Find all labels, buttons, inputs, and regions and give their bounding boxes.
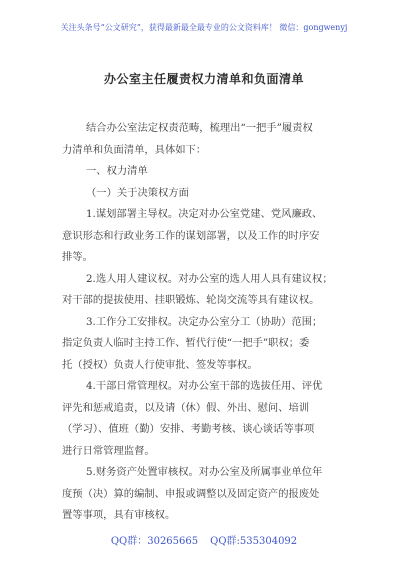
intro-paragraph [62,118,362,161]
item-line: 置等事项，具有审核权。 [62,509,176,521]
item-line: 4.干部日常管理权。对办公室干部的选拔任用、评优 [86,380,323,392]
item-line: 对干部的提拔使用、挂职锻炼、轮岗交流等具有建议权。 [62,294,320,306]
item-line: 5.财务资产处置审核权。对办公室及所属事业单位年 [86,466,323,478]
section-heading: 一、权力清单 [86,165,148,177]
item-line: 进行日常管理监督。 [62,444,155,457]
list-item [62,312,362,377]
document-title: 办公室主任履责权力清单和负面清单 [103,72,304,86]
document-body [62,118,362,527]
qq-group-1: QQ群：30265665 [110,536,199,547]
intro-line: 结合办公室法定权责范畴，梳理出“一把手”履责权 [86,122,313,134]
item-line: 1.谋划部署主导权。决定对办公室党建、党风廉政、 [86,208,323,220]
item-line: 度预（决）算的编制、申报或调整以及固定资产的报废处 [62,487,320,500]
item-line: 指定负责人临时主持工作、暂代行使“一把手”职权；委 [62,337,310,349]
item-line: 评先和惩戒追责，以及请（休）假、外出、慰问、培训 [62,401,310,414]
item-line: 意识形态和行政业务工作的谋划部署，以及工作的时序安 [62,229,320,242]
item-line: 排等。 [62,251,93,263]
list-item [62,462,362,527]
item-line: 3.工作分工安排权。决定办公室分工（协助）范围； [86,315,323,328]
header-notice: 关注头条号“公文研究”，获得最新最全最专业的公文资料库！ 微信：gongwenyj [60,23,348,32]
qq-group-2: QQ群:535304092 [210,536,298,547]
list-item [62,204,362,269]
footer-contact [0,532,408,547]
list-item [62,269,362,312]
subsection-heading: （一）关于决策权方面 [86,186,189,199]
list-item [62,376,362,462]
item-line: 2.选人用人建议权。对办公室的选人用人具有建议权； [86,272,333,285]
item-line: （学习）、值班（勤）安排、考勤考核、谈心谈话等事项 [62,423,315,435]
intro-line: 力清单和负面清单，具体如下： [62,143,207,156]
item-line: 托（授权）负责人行使审批、签发等事权。 [62,358,258,371]
